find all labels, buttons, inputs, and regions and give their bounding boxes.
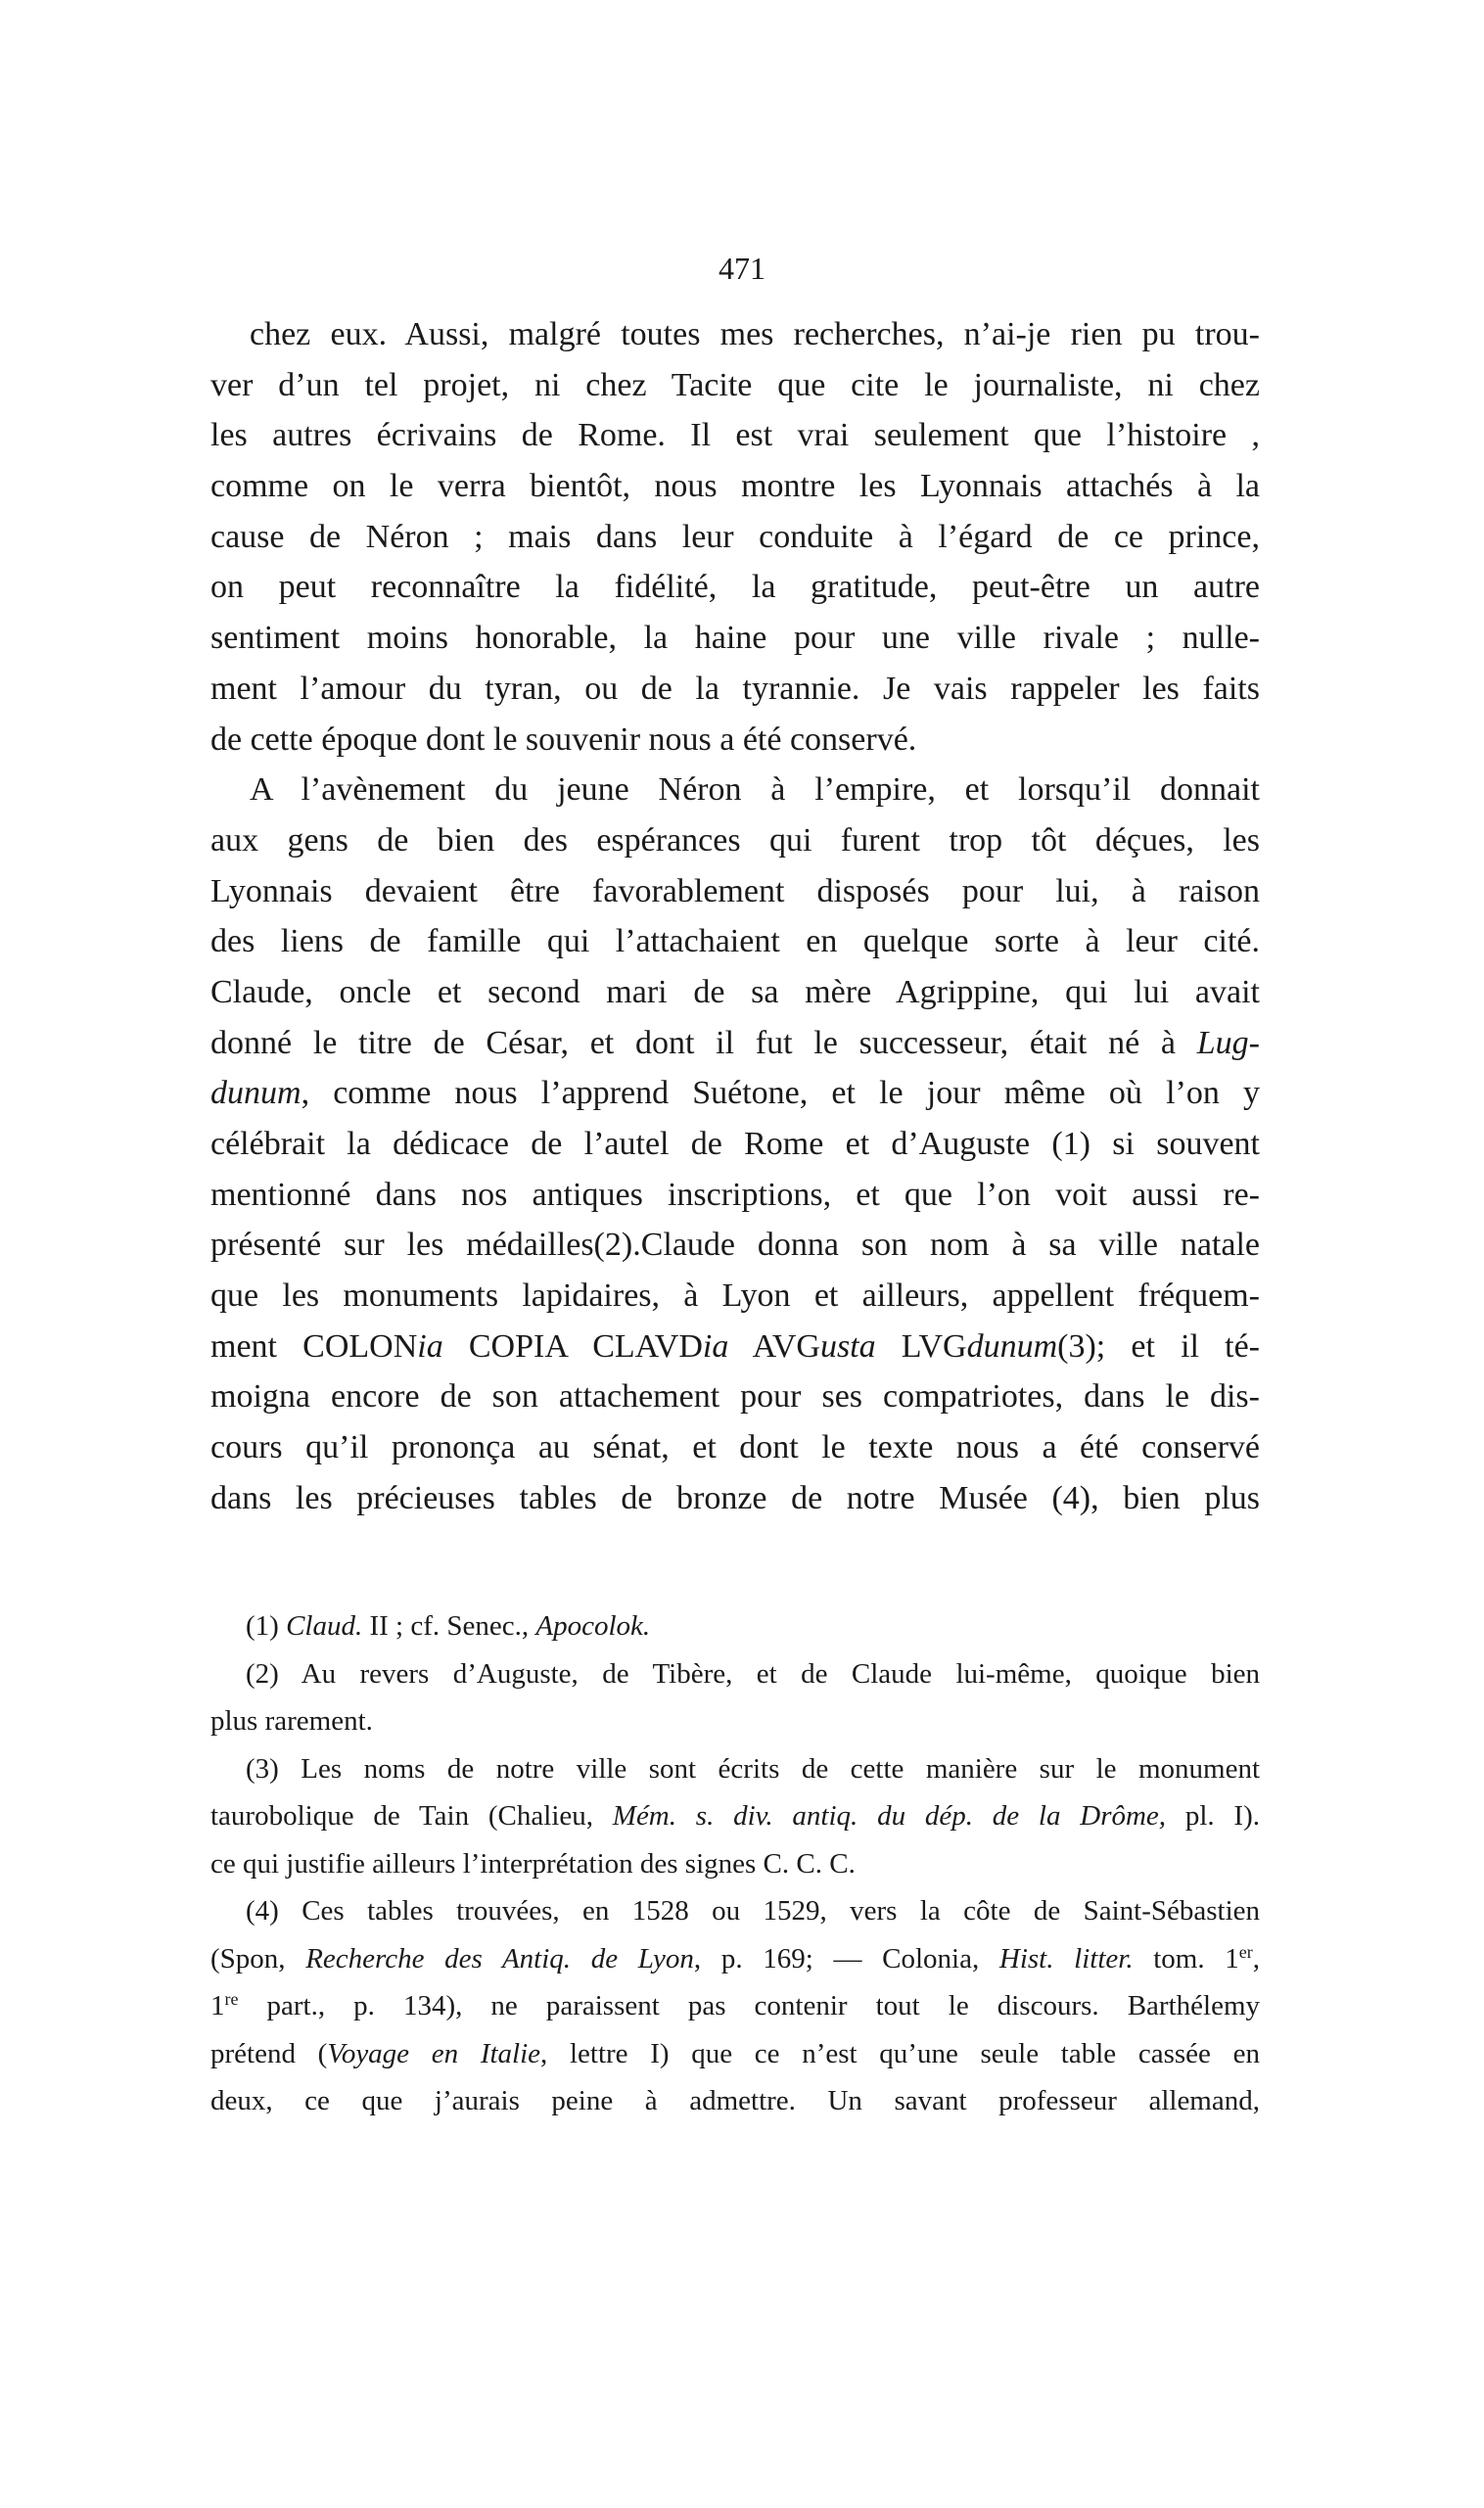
italic-text: Claud. <box>286 1610 363 1642</box>
footnote-paragraph <box>210 1745 1260 1888</box>
footnote-paragraph <box>210 1650 1260 1745</box>
main-line <box>210 1371 1260 1422</box>
italic-text: ia <box>702 1327 729 1365</box>
main-line <box>210 1271 1260 1322</box>
footnote-line <box>210 1650 1260 1698</box>
main-line <box>210 1068 1260 1119</box>
text-run: aux gens de bien des espérances qui furent trop tôt déçues, les <box>210 821 1260 859</box>
text-run: prétend ( <box>210 2037 328 2069</box>
footnote-paragraph <box>210 1887 1260 2125</box>
footnote-line <box>210 1840 1260 1888</box>
footnotes <box>210 1602 1260 2125</box>
main-line <box>210 1473 1260 1524</box>
italic-text: Lug- <box>1196 1024 1260 1061</box>
footnote-line <box>210 1697 1260 1745</box>
text-run: on peut reconnaître la fidélité, la gratitude, peut-être un autre <box>210 569 1260 606</box>
text-run: tom. 1 <box>1133 1942 1239 1974</box>
text-run: cours qu’il prononça au sénat, et dont le texte nous a été conservé <box>210 1429 1260 1466</box>
footnote-line <box>210 1982 1260 2030</box>
text-run: (Spon, <box>210 1942 306 1974</box>
main-line <box>210 916 1260 967</box>
text-run: de cette époque dont le souvenir nous a été conservé. <box>210 720 917 758</box>
text-run: cause de Néron ; mais dans leur conduite à l’égard de ce prince, <box>210 518 1260 555</box>
text-run: (1) <box>246 1610 287 1642</box>
main-line <box>210 1422 1260 1473</box>
main-line <box>210 461 1260 512</box>
italic-text: Hist. litter. <box>998 1942 1134 1974</box>
italic-text: usta <box>819 1327 876 1365</box>
text-run: pl. I). <box>1166 1800 1260 1832</box>
text-run: (2) Au revers d’Auguste, de Tibère, et de Claude lui-même, quoique bien <box>246 1657 1260 1690</box>
text-run: sentiment moins honorable, la haine pour une ville rivale ; nulle- <box>210 620 1260 657</box>
footnote-paragraph <box>210 1602 1260 1650</box>
main-paragraph <box>210 765 1260 1523</box>
italic-text: Voyage en Italie <box>327 2037 541 2069</box>
text-run: deux, ce que j’aurais peine à admettre. Un savant professeur allemand, <box>210 2085 1260 2116</box>
text-run: , lettre I) que ce n’est qu’une seule table cassée en <box>540 2037 1260 2069</box>
text-run: célébrait la dédicace de l’autel de Rome et d’Auguste (1) si souvent <box>210 1126 1260 1162</box>
text-run: A l’avènement du jeune Néron à l’empire, et lorsqu’il donnait <box>250 771 1260 809</box>
text-run: des liens de famille qui l’attachaient en quelque sorte à leur cité. <box>210 923 1260 960</box>
text-run: taurobolique de Tain (Chalieu, <box>210 1800 613 1832</box>
main-line <box>210 866 1260 917</box>
main-text <box>210 309 1260 1524</box>
text-run: , comme nous l’apprend Suétone, et le jour même où l’on y <box>301 1075 1260 1112</box>
text-run: II ; cf. Senec., <box>362 1610 536 1642</box>
footnote-line <box>210 1792 1260 1840</box>
text-run: (3) Les noms de notre ville sont écrits de cette manière sur le monument <box>246 1752 1260 1785</box>
text-run: donné le titre de César, et dont il fut le successeur, était né à <box>210 1024 1197 1061</box>
superscript-text: re <box>224 1989 239 2010</box>
text-run: LVG <box>875 1327 967 1365</box>
footnote-line <box>210 2077 1260 2125</box>
text-run: Claude, oncle et second mari de sa mère Agrippine, qui lui avait <box>210 973 1260 1010</box>
text-run: mentionné dans nos antiques inscriptions, et que l’on voit aussi re- <box>210 1176 1260 1213</box>
main-line <box>210 967 1260 1018</box>
text-run: plus rarement. <box>210 1705 373 1737</box>
text-run: (4) Ces tables trouvées, en 1528 ou 1529, vers la côte de Saint-Sébastien <box>246 1895 1260 1927</box>
text-run: ver d’un tel projet, ni chez Tacite que cite le journaliste, ni chez <box>210 366 1260 403</box>
text-run: chez eux. Aussi, malgré toutes mes recherches, n’ai-je rien pu trou- <box>250 316 1260 352</box>
italic-text: Recherche des Antiq. de Lyon <box>305 1942 694 1974</box>
main-line <box>210 613 1260 664</box>
text-run: (3); et il té- <box>1057 1327 1260 1365</box>
text-run: Lyonnais devaient être favorablement disposés pour lui, à raison <box>210 872 1260 909</box>
italic-text: dunum <box>966 1327 1058 1365</box>
text-run: dans les précieuses tables de bronze de notre Musée (4), bien plus <box>210 1479 1260 1516</box>
main-line <box>210 562 1260 613</box>
text-run: , <box>1252 1942 1260 1974</box>
footnote-line <box>210 2030 1260 2078</box>
main-line <box>210 360 1260 411</box>
main-paragraph <box>210 309 1260 765</box>
italic-text: Mém. s. div. antiq. du dép. de la Drôme, <box>612 1800 1167 1832</box>
footnote-line <box>210 1887 1260 1935</box>
text-run: ment COLON <box>210 1327 418 1365</box>
text-run: que les monuments lapidaires, à Lyon et ailleurs, appellent fréquem- <box>210 1277 1260 1315</box>
page-number: 471 <box>719 251 765 286</box>
text-run: part., p. 134), ne paraissent pas contenir tout le discours. Barthélemy <box>238 1990 1260 2021</box>
main-line <box>210 309 1260 360</box>
main-line <box>210 815 1260 866</box>
main-line <box>210 512 1260 563</box>
text-run: les autres écrivains de Rome. Il est vrai seulement que l’histoire , <box>210 417 1260 454</box>
main-line <box>210 715 1260 766</box>
italic-text: ia <box>417 1327 443 1365</box>
main-line <box>210 664 1260 715</box>
text-run: moigna encore de son attachement pour ses compatriotes, dans le dis- <box>210 1378 1260 1416</box>
main-line <box>210 1322 1260 1372</box>
text-run: , p. 169; — Colonia, <box>693 1942 999 1974</box>
text-run: ce qui justifie ailleurs l’interprétation des signes C. C. C. <box>210 1847 856 1880</box>
main-line <box>210 1220 1260 1271</box>
superscript-text: er <box>1238 1941 1253 1962</box>
footnote-line <box>210 1602 1260 1650</box>
text-run: 1 <box>210 1990 225 2021</box>
main-line <box>210 1170 1260 1221</box>
text-run: COPIA CLAVD <box>442 1327 703 1365</box>
italic-text: Apocolok. <box>535 1610 651 1642</box>
italic-text: dunum <box>210 1075 301 1112</box>
text-run: présenté sur les médailles(2).Claude donna son nom à sa ville natale <box>210 1227 1260 1264</box>
main-line <box>210 1018 1260 1069</box>
footnote-line <box>210 1745 1260 1793</box>
main-line <box>210 1119 1260 1170</box>
text-run: AVG <box>728 1327 820 1365</box>
main-line <box>210 410 1260 461</box>
main-line <box>210 765 1260 815</box>
text-run: ment l’amour du tyran, ou de la tyrannie. Je vais rappeler les faits <box>210 670 1260 707</box>
footnote-line <box>210 1935 1260 1983</box>
text-run: comme on le verra bientôt, nous montre les Lyonnais attachés à la <box>210 468 1260 505</box>
